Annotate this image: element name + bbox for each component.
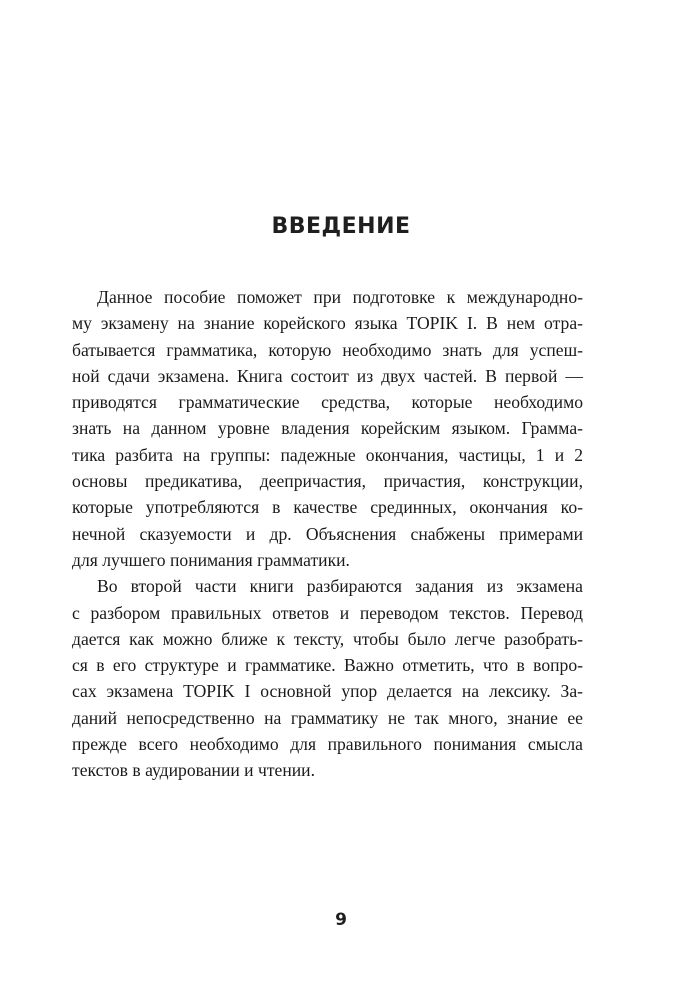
chapter-heading: ВВЕДЕНИЕ (271, 214, 411, 239)
text-line: даний непосредственно на грамматику не так много, знание ее (72, 707, 583, 728)
text-line: Данное пособие поможет при подготовке к международно- (97, 287, 583, 307)
text-line: ся в его структуре и грамматике. Важно отметить, что в вопро- (72, 655, 583, 676)
paragraph-1 (72, 284, 583, 573)
text-line: с разбором правильных ответов и переводом текстов. Перевод (72, 602, 583, 623)
text-line: знать на данном уровне владения корейским языком. Грамма- (72, 418, 583, 439)
paragraph-2 (72, 573, 583, 783)
text-line: батывается грамматика, которую необходимо знать для успеш- (72, 339, 583, 360)
text-line: прежде всего необходимо для правильного понимания смысла (72, 734, 583, 755)
body-text (72, 284, 583, 784)
text-line: для лучшего понимания грамматики. (72, 549, 350, 570)
text-line: приводятся грамматические средства, которые необходимо (72, 392, 583, 413)
text-line: которые употребляются в качестве срединных, окончания ко- (72, 497, 583, 518)
text-line: сах экзамена TOPIK I основной упор делается на лексику. За- (72, 681, 583, 702)
text-line: нечной сказуемости и др. Объяснения снабжены примерами (72, 523, 583, 544)
text-line: тика разбита на группы: падежные окончания, частицы, 1 и 2 (72, 444, 583, 465)
page-number: 9 (335, 910, 347, 930)
text-line: ной сдачи экзамена. Книга состоит из двух частей. В первой — (72, 365, 583, 386)
text-line: основы предикатива, деепричастия, причастия, конструкции, (72, 471, 583, 492)
text-line: текстов в аудировании и чтении. (72, 760, 315, 781)
text-line: Во второй части книги разбираются задания из экзамена (97, 576, 583, 597)
text-line: дается как можно ближе к тексту, чтобы было легче разобрать- (72, 628, 583, 649)
text-line: му экзамену на знание корейского языка TOPIK I. В нем отра- (72, 313, 583, 334)
